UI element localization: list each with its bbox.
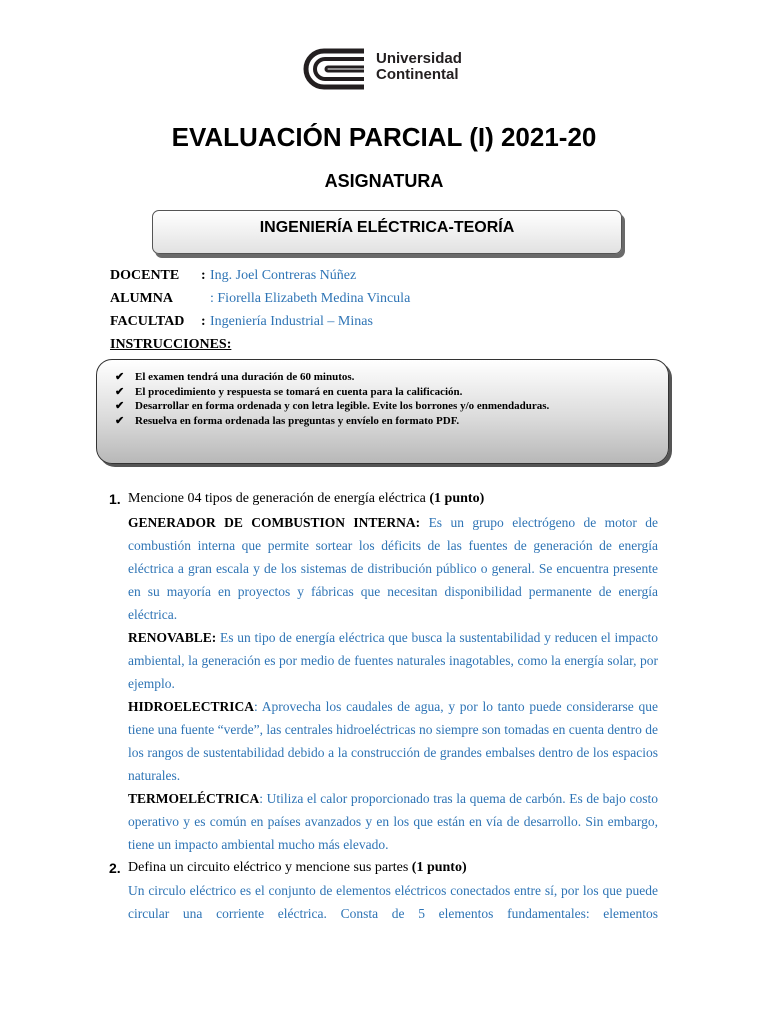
check-icon: ✔ xyxy=(115,371,125,383)
question-1-points: (1 punto) xyxy=(429,491,485,506)
instruction-item xyxy=(115,385,549,400)
answer-1d-term: TERMOELÉCTRICA xyxy=(128,791,260,806)
student-label: ALUMNA xyxy=(110,291,173,306)
teacher-colon: : xyxy=(201,268,206,283)
faculty-colon: : xyxy=(201,314,206,329)
question-1-prompt: Mencione 04 tipos de generación de energía eléctrica xyxy=(128,491,426,506)
answer-1b xyxy=(128,626,658,695)
instructions-list xyxy=(115,370,549,428)
instructions-box xyxy=(96,359,669,464)
check-icon: ✔ xyxy=(115,400,125,412)
instruction-item xyxy=(115,370,549,385)
answer-1c-body: : Aprovecha los caudales de agua, y por lo tanto puede considerarse que tiene una fuente “verde”, las centrales hidroeléctricas no siempre son tomadas en cuenta dentro de los rangos de sustentabilidad debido a la construcción de grandes embalses dentro de los espacios naturales. xyxy=(128,699,658,783)
answer-1c xyxy=(128,695,658,787)
exam-title: EVALUACIÓN PARCIAL (I) 2021-20 xyxy=(171,122,597,152)
teacher-label: DOCENTE xyxy=(110,268,180,283)
course-name: INGENIERÍA ELÉCTRICA-TEORÍA xyxy=(259,219,515,236)
answer-1a xyxy=(128,511,658,626)
question-2-prompt: Defina un circuito eléctrico y mencione sus partes xyxy=(128,860,409,875)
instruction-text: El procedimiento y respuesta se tomará en cuenta para la calificación. xyxy=(135,385,463,398)
university-logo xyxy=(300,46,480,92)
question-1-number: 1. xyxy=(109,491,121,507)
question-2-number: 2. xyxy=(109,860,121,876)
question-2-points: (1 punto) xyxy=(411,860,467,875)
university-name-line2: Continental xyxy=(376,66,459,83)
check-icon: ✔ xyxy=(115,414,125,427)
instruction-text: Desarrollar en forma ordenada y con letra legible. Evite los borrones y/o enmendaduras. xyxy=(135,400,550,412)
student-value: : Fiorella Elizabeth Medina Vincula xyxy=(210,291,411,306)
answer-1d xyxy=(128,787,658,856)
instruction-item xyxy=(115,414,549,429)
answer-2: Un circulo eléctrico es el conjunto de elementos eléctricos conectados entre sí, por los que puede circular una corriente eléctrica. Consta de 5 elementos fundamentales: elementos xyxy=(128,883,658,921)
university-logo-mark xyxy=(300,46,366,92)
instruction-item xyxy=(115,399,549,414)
question-2-text xyxy=(128,860,467,876)
teacher-value: Ing. Joel Contreras Núñez xyxy=(210,268,357,283)
instruction-text: Resuelva en forma ordenada las preguntas y envíelo en formato PDF. xyxy=(135,414,460,427)
answer-1a-term: GENERADOR DE COMBUSTION INTERNA: xyxy=(128,515,421,530)
answer-1b-term: RENOVABLE: xyxy=(128,630,217,645)
university-name-line1: Universidad xyxy=(376,50,462,67)
university-name xyxy=(376,51,462,83)
faculty-value: Ingeniería Industrial – Minas xyxy=(210,314,373,329)
answer-1c-term: HIDROELECTRICA xyxy=(128,699,255,714)
faculty-label: FACULTAD xyxy=(110,314,185,329)
question-1-text xyxy=(128,491,484,507)
instruction-text: El examen tendrá una duración de 60 minutos. xyxy=(135,371,355,383)
course-name-box xyxy=(152,210,622,254)
subject-heading: ASIGNATURA xyxy=(324,171,444,191)
check-icon: ✔ xyxy=(115,385,125,398)
answer-1a-body: Es un grupo electrógeno de motor de combustión interna que permite sortear los déficits de las fuentes de generación de energía eléctrica a gran escala y de los sistemas de distribución público o general. Se encuentra presente en su mayoría en proyectos y fábricas que necesitan disponibilidad permanente de energía eléctrica. xyxy=(128,515,659,622)
answer-1b-body: Es un tipo de energía eléctrica que busca la sustentabilidad y reducen el impacto ambiental, la generación es por medio de fuentes naturales inagotables, como la energía solar, por ejemplo. xyxy=(128,630,659,691)
answer-1d-body: : Utiliza el calor proporcionado tras la quema de carbón. Es de bajo costo operativo y es común en países avanzados y en los que están en vía de desarrollo. Sin embargo, tiene un impacto ambiental mucho más elevado. xyxy=(128,791,658,852)
instructions-title: INSTRUCCIONES: xyxy=(110,337,232,352)
